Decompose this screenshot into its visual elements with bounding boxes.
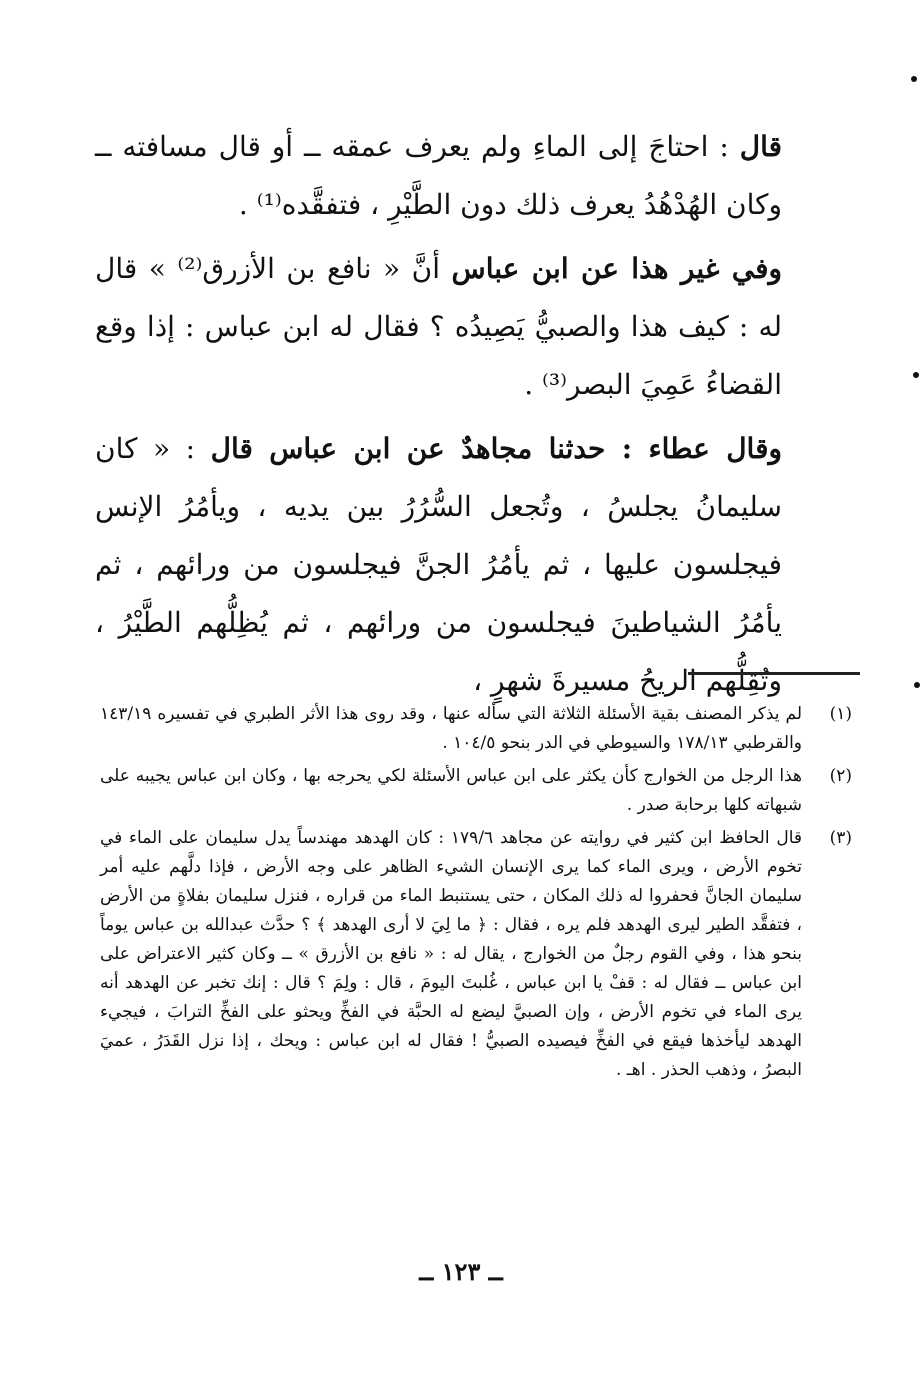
footnotes bbox=[100, 700, 860, 1089]
paragraph bbox=[95, 420, 782, 710]
paragraph-text: : « كان سليمانُ يجلسُ ، وتُجعل السُّرُرُ بين يديه ، ويأمُرُ الإنس فيجلسون عليها ، ثم يأمُرُ الجنَّ فيجلسون من ورائهم ، ثم يأمُرُ الشياطينَ فيجلسون من ورائهم ، ثم يُظِلُّهم الطَّيْرُ ، وتُقِلُّهم الريحُ مسيرةَ شهرٍ ، bbox=[95, 432, 782, 697]
footnote-text: قال الحافظ ابن كثير في روايته عن مجاهد ١٧٩/٦ : كان الهدهد مهندساً يدل سليمان على الماء في تخوم الأرض ، ويرى الماء كما يرى الإنسان الشيء الظاهر على وجه الأرض ، فإذا دلَّهم عليه أمر سليمان الجانَّ فحفروا له ذلك المكان ، حتى يستنبط الماء من قراره ، فنزل سليمان بفلاةٍ من الأرض ، فتفقَّد الطير ليرى الهدهد فلم يره ، فقال : ﴿ ما لِيَ لا أرى الهدهد ﴾ ؟ حدَّث عبدالله بن عباس يوماً بنحو هذا ، وفي القوم رجلٌ من الخوارج ، يقال له : « نافع بن الأزرق » ــ وكان كثير الاعتراض على ابن عباس ــ فقال له : قفْ يا ابن عباس ، غُلبتَ اليومَ ، قال : ولِمَ ؟ قال : إنك تخبر عن الهدهد أنه يرى الماء في تخوم الأرض ، وإن الصبيَّ ليضع له الحبَّة في الفخِّ ويحثو على الفخِّ الترابَ ، فيجيء الهدهد ليأخذها فيقع في الفخِّ فيصيده الصبيُّ ! فقال له ابن عباس : ويحك ، إذا نزل القَدَرُ ، عميَ البصرُ ، وذهب الحذر . اهـ . bbox=[100, 828, 802, 1080]
paragraph-lead: قال bbox=[739, 130, 782, 163]
scan-speck bbox=[911, 76, 917, 82]
footnote bbox=[100, 762, 860, 820]
footnote-number: (١) bbox=[829, 704, 852, 724]
footnote-text: هذا الرجل من الخوارج كأن يكثر على ابن عباس الأسئلة لكي يحرجه بها ، وكان ابن عباس يجيبه على شبهاته كلها برحابة صدر . bbox=[100, 766, 802, 815]
paragraph bbox=[95, 240, 782, 414]
page-number: ــ ١٢٣ ــ bbox=[419, 1257, 503, 1286]
paragraph-lead: وقال عطاء : حدثنا مجاهدٌ عن ابن عباس قال bbox=[210, 432, 782, 465]
paragraph bbox=[95, 118, 782, 234]
paragraph-lead: وفي غير هذا عن ابن عباس bbox=[451, 252, 782, 285]
paragraph-text: : احتاجَ إلى الماءِ ولم يعرف عمقه ــ أو قال مسافته ــ وكان الهُدْهُدُ يعرف ذلك دون الطَّيْرِ ، فتفقَّده⁽¹⁾ . bbox=[95, 130, 782, 221]
paragraph-text: أنَّ « نافع بن الأزرق⁽²⁾ » قال له : كيف هذا والصبيُّ يَصِيدُه ؟ فقال له ابن عباس : إذا وقع القضاءُ عَمِيَ البصر⁽³⁾ . bbox=[95, 252, 782, 401]
footnote-number: (٣) bbox=[829, 828, 852, 848]
footnote bbox=[100, 700, 860, 758]
footnote bbox=[100, 824, 860, 1085]
footnote-number: (٢) bbox=[829, 766, 852, 786]
footnote-separator bbox=[688, 672, 860, 675]
scan-speck bbox=[913, 372, 919, 378]
scan-speck bbox=[914, 682, 920, 688]
main-text bbox=[95, 118, 782, 710]
footnote-text: لم يذكر المصنف بقية الأسئلة الثلاثة التي سأله عنها ، وقد روى هذا الأثر الطبري في تفسيره ١٤٣/١٩ والقرطبي ١٧٨/١٣ والسيوطي في الدر بنحو ١٠٤/٥ . bbox=[100, 704, 802, 753]
